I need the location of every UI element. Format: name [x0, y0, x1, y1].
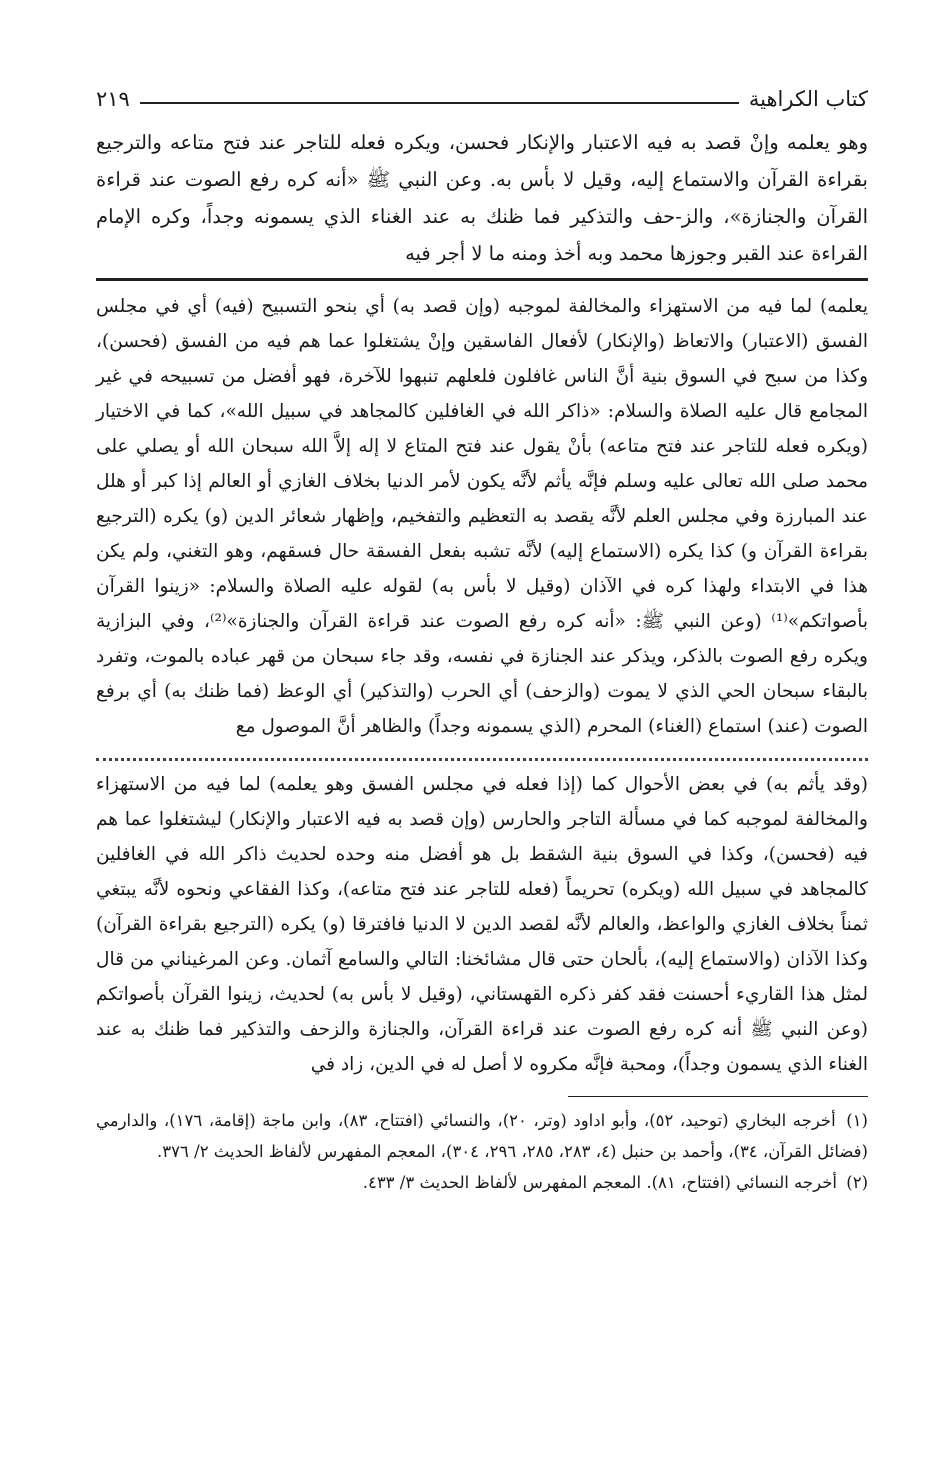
section-divider [96, 278, 868, 281]
dotted-divider [96, 748, 868, 761]
footnote-text: أخرجه البخاري (توحيد، ٥٢)، وأبو اداود (وتر، ٢٠)، والنسائي (افتتاح، ٨٣)، وابن ماجة (إقامة، ١٧٦)، والدارمي (فضائل القرآن، ٣٤)، وأحمد بن حنبل (٤، ٢٨٣، ٢٨٥، ٢٩٦، ٣٠٤)، المعجم المفهرس لألفاظ الحديث ٢/ ٣٧٦. [96, 1111, 868, 1161]
footnote-rule [568, 1096, 868, 1097]
running-header [96, 70, 868, 116]
chapter-title: كتاب الكراهية [748, 87, 868, 111]
commentary-first: يعلمه) لما فيه من الاستهزاء والمخالفة لموجبه (وإن قصد به) أي بنحو التسبيح (فيه) أي في مجلس الفسق (الاعتبار) والاتعاظ (والإنكار) لأفعال الفاسقين وإنْ يشتغلوا عما هم فيه من الفسق (فحسن)، وكذا من سبح في السوق بنية أنَّ الناس غافلون فلعلهم تنبهوا للآخرة، فهو أفضل من تسبيحه في غير المجامع قال عليه الصلاة والسلام: «ذاكر الله في الغافلين كالمجاهد في سبيل الله»، كما في الاختيار (ويكره فعله للتاجر عند فتح متاعه) بأنْ يقول عند فتح المتاع لا إله إلاَّ الله سبحان الله أو يصلي على محمد صلى الله تعالى عليه وسلم فإنَّه يأثم لأنَّه يكون لأمر الدنيا بخلاف الغازي أو العالم إذا كبر أو هلل عند المبارزة وفي مجلس العلم لأنَّه يقصد به التعظيم والتفخيم، وإظهار شعائر الدين (و) يكره (الترجيع بقراءة القرآن و) كذا يكره (الاستماع إليه) لأنَّه تشبه بفعل الفسقة حال فسقهم، وهو التغني، ولم يكن هذا في الابتداء ولهذا كره في الآذان (وقيل لا بأس به) لقوله عليه الصلاة والسلام: «زينوا القرآن بأصواتكم»⁽¹⁾ (وعن النبي ﷺ: «أنه كره رفع الصوت عند قراءة القرآن والجنازة»⁽²⁾، وفي البزازية ويكره رفع الصوت بالذكر، ويذكر عند الجنازة في نفسه، وقد جاء سبحان من قهر عباده بالموت، وتفرد بالبقاء سبحان الحي الذي لا يموت (والزحف) أي الحرب (والتذكير) أي الوعظ (فما ظنك به) أي برفع الصوت (عند) استماع (الغناء) المحرم (الذي يسمونه وجداً) والظاهر أنَّ الموصول مع [96, 296, 868, 737]
footnote-number: (٢) [846, 1173, 868, 1192]
main-text: وهو يعلمه وإنْ قصد به فيه الاعتبار والإنكار فحسن، ويكره فعله للتاجر عند فتح متاعه والترجيع بقراءة القرآن والاستماع إليه، وقيل لا بأس به. وعن النبي ﷺ «أنه كره رفع الصوت عند قراءة القرآن والجنازة»، والز-حف والتذكير فما ظنك به عند الغناء الذي يسمونه وجداً، وكره الإمام القراءة عند القبر وجوزها محمد وبه أخذ ومنه ما لا أجر فيه [96, 131, 868, 265]
footnote-text: أخرجه النسائي (افتتاح، ٨١). المعجم المفهرس لألفاظ الحديث ٣/ ٤٣٣. [362, 1173, 837, 1192]
footnote-number: (١) [846, 1111, 868, 1130]
footnote-1 [96, 1105, 868, 1167]
page-number: ٢١٩ [96, 87, 130, 111]
footnote-2 [96, 1167, 868, 1198]
commentary-second: (وقد يأثم به) في بعض الأحوال كما (إذا فعله في مجلس الفسق وهو يعلمه) لما فيه من الاستهزاء والمخالفة لموجبه كما في مسألة التاجر والحارس (وإن قصد به فيه الاعتبار والإنكار) ليشتغلوا عما هم فيه (فحسن)، وكذا في السوق بنية الشقط بل هو أفضل منه وحده لحديث ذاكر الله في الغافلين كالمجاهد في سبيل الله (ويكره) تحريماً (فعله للتاجر عند فتح متاعه)، وكذا الفقاعي ونحوه لأنَّه يبتغي ثمناً بخلاف الغازي والواعظ، والعالم لأنَّه لقصد الدين لا الدنيا فافترقا (و) يكره (الترجيع بقراءة القرآن) وكذا الآذان (والاستماع إليه)، بألحان حتى قال مشائخنا: التالي والسامع آثمان. وعن المرغيناني من قال لمثل هذا القاريء أحسنت فقد كفر ذكره القهستاني، (وقيل لا بأس به) لحديث، زينوا القرآن بأصواتكم (وعن النبي ﷺ أنه كره رفع الصوت عند قراءة القرآن، والجنازة والزحف والتذكير فما ظنك به عند الغناء الذي يسمون وجداً)، ومحبة فإنَّه مكروه لا أصل له في الدين، زاد في [96, 774, 868, 1075]
header-rule [140, 102, 739, 104]
